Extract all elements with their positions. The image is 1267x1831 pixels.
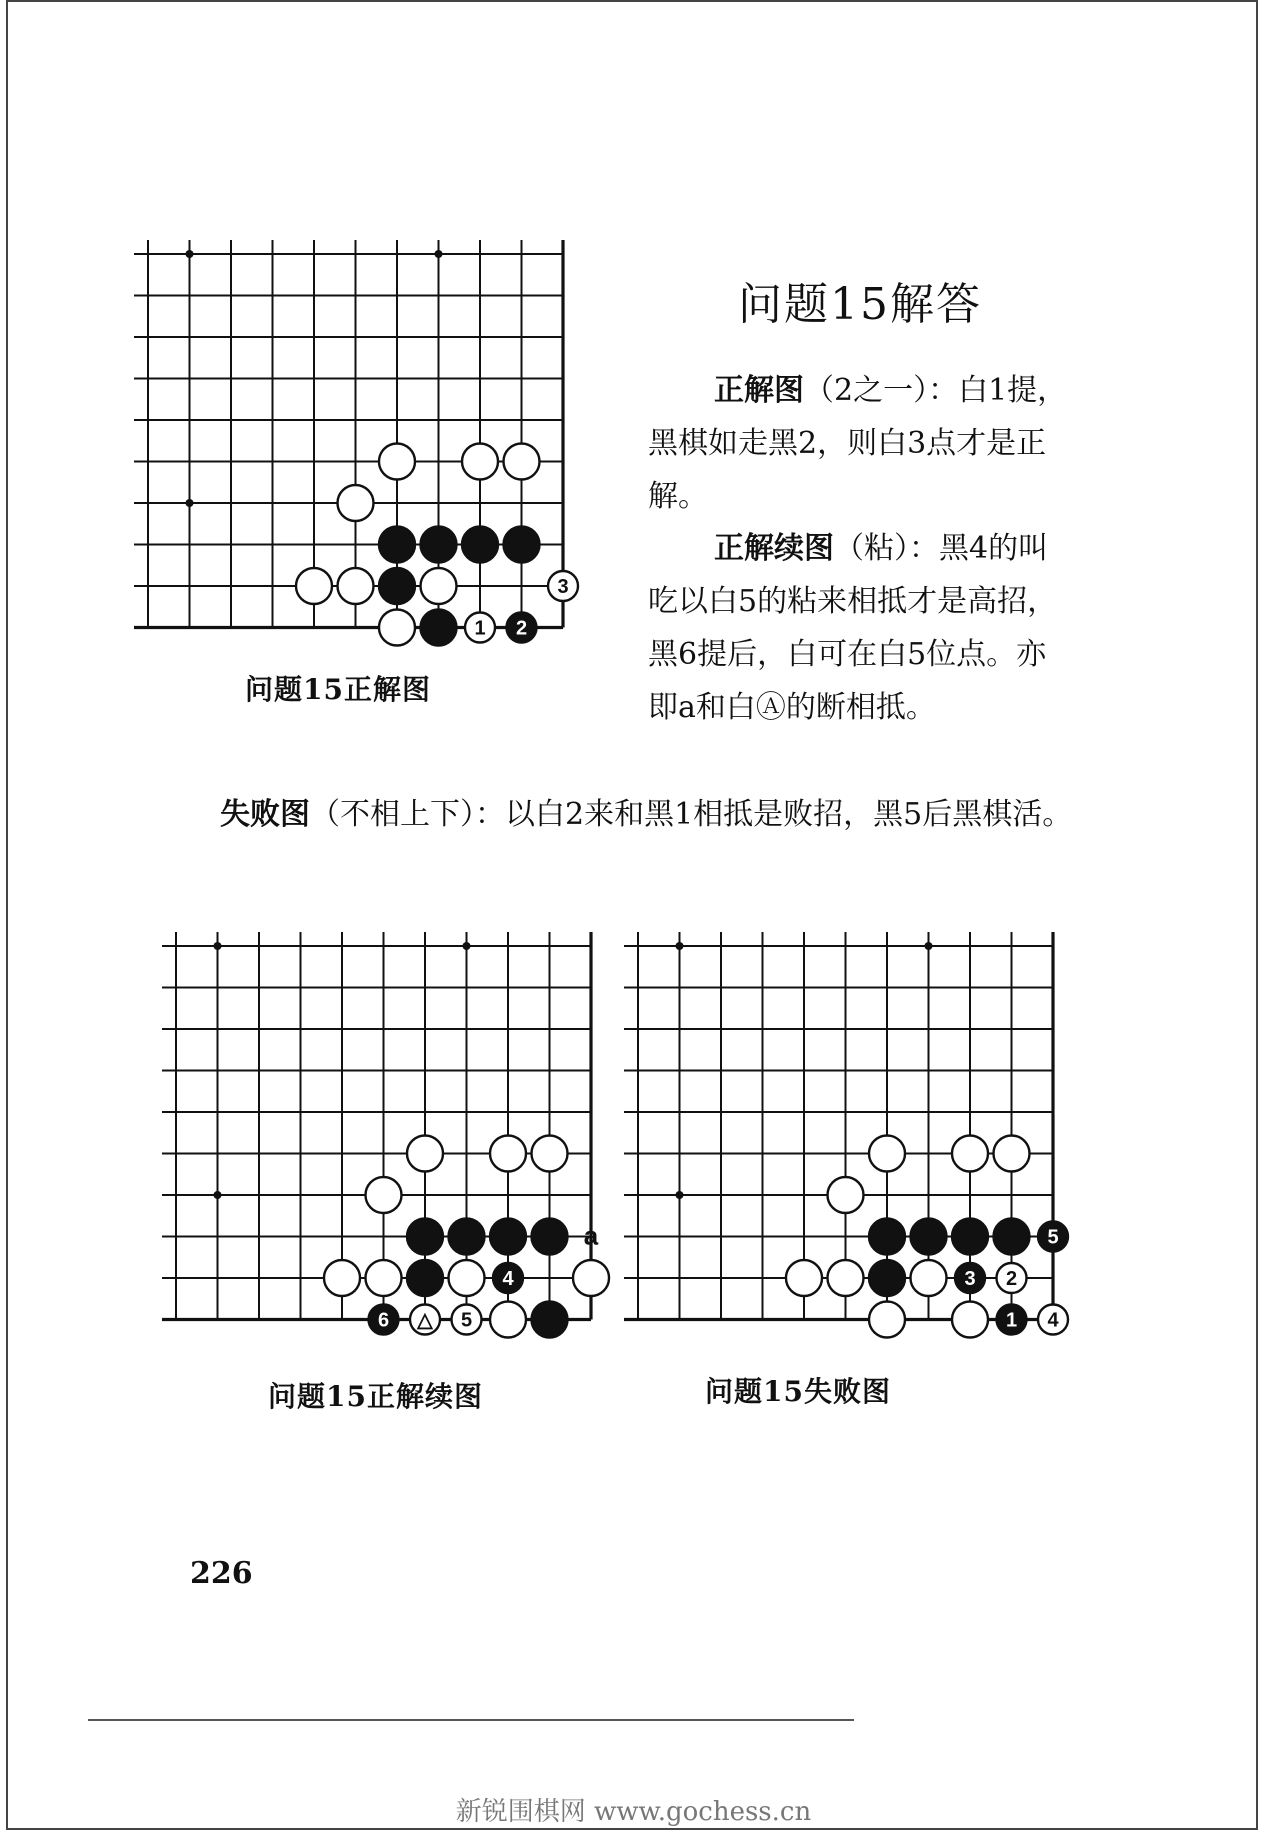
star-point [463,942,471,950]
white-stone [407,1136,443,1172]
white-stone [532,1136,568,1172]
white-stone [465,613,495,643]
white-stone [573,1260,609,1296]
white-stone [869,1136,905,1172]
white-stone [379,444,415,480]
white-stone [952,1136,988,1172]
stone-label: △ [417,1309,433,1332]
stone-label: 5 [1047,1226,1059,1249]
stone-label: 1 [474,617,486,640]
white-stone [994,1136,1030,1172]
page-number: 226 [190,1556,253,1591]
white-stone [490,1302,526,1338]
white-stone [828,1177,864,1213]
white-stone [366,1177,402,1213]
label-failure: 失败图 [220,797,310,832]
white-stone [504,444,540,480]
black-stone [1038,1222,1068,1252]
white-stone [490,1136,526,1172]
black-stone [532,1302,568,1338]
black-stone [994,1219,1030,1255]
black-stone [407,1260,443,1296]
page-title: 问题15解答 [738,279,982,330]
stone-label: 4 [502,1268,514,1290]
black-stone [869,1219,905,1255]
stone-label: 3 [557,576,569,598]
star-point [676,1191,684,1199]
diagram-caption-solution: 问题15正解图 [245,673,431,706]
go-board-continuation [170,932,610,1332]
bottom-rule [88,1719,854,1721]
paragraph-failure [150,788,1074,841]
white-stone [410,1305,440,1335]
white-stone [828,1260,864,1296]
black-stone [911,1219,947,1255]
white-stone [296,568,332,604]
text-failure: （不相上下）：以白2来和黑1相抵是败招，黑5后黑棋活。 [310,797,1073,832]
stone-label: 6 [377,1309,390,1332]
black-stone [421,527,457,563]
label-solution: 正解图 [714,373,804,408]
white-stone [324,1260,360,1296]
black-stone [369,1305,399,1335]
black-stone [421,610,457,646]
white-stone [338,485,374,521]
paragraph-solution [648,364,1072,523]
black-stone [407,1219,443,1255]
white-stone [366,1260,402,1296]
white-stone [786,1260,822,1296]
point-letter: a [583,1220,599,1251]
stone-label: 4 [1047,1309,1059,1332]
black-stone [532,1219,568,1255]
text-solution: （2之一）：白1提，黑棋如走黑2，则白3点才是正解。 [648,373,1068,514]
black-stone [952,1219,988,1255]
black-stone [379,568,415,604]
star-point [676,942,684,950]
go-diagram-solution [142,240,582,640]
white-stone [338,568,374,604]
black-stone [504,527,540,563]
star-point [925,942,933,950]
white-stone [379,610,415,646]
white-stone [421,568,457,604]
white-stone [952,1302,988,1338]
star-point [435,250,443,258]
stone-label: 5 [460,1309,473,1332]
black-stone [507,613,537,643]
black-stone [955,1263,985,1293]
white-stone [462,444,498,480]
stone-label: 2 [515,617,528,640]
paragraph-continuation [648,522,1072,734]
black-stone [869,1260,905,1296]
white-stone [548,571,578,601]
star-point [186,499,194,507]
black-stone [490,1219,526,1255]
white-stone [1038,1305,1068,1335]
text-continuation: （粘）：黑4的叫吃以白5的粘来相抵才是高招，黑6提后，白可在白5位点。亦即a和白Ⓐ的断相抵。 [648,531,1058,725]
go-board-failure [632,932,1092,1332]
diagram-caption-continuation: 问题15正解续图 [268,1380,483,1413]
white-stone [869,1302,905,1338]
white-stone [997,1263,1027,1293]
white-stone [911,1260,947,1296]
white-stone [452,1305,482,1335]
go-diagram-failure [632,932,1092,1332]
black-stone [449,1219,485,1255]
black-stone [379,527,415,563]
star-point [214,942,222,950]
label-continuation: 正解续图 [714,531,834,566]
star-point [186,250,194,258]
stone-label: 1 [1005,1309,1018,1332]
star-point [214,1191,222,1199]
stone-label: 3 [964,1268,976,1290]
go-board-solution [142,240,582,640]
footer-watermark: 新锐围棋网 www.gochess.cn [455,1797,812,1827]
stone-label: 2 [1005,1268,1018,1290]
black-stone [997,1305,1027,1335]
diagram-caption-failure: 问题15失败图 [705,1375,891,1408]
black-stone [493,1263,523,1293]
white-stone [449,1260,485,1296]
go-diagram-continuation [170,932,610,1332]
black-stone [462,527,498,563]
